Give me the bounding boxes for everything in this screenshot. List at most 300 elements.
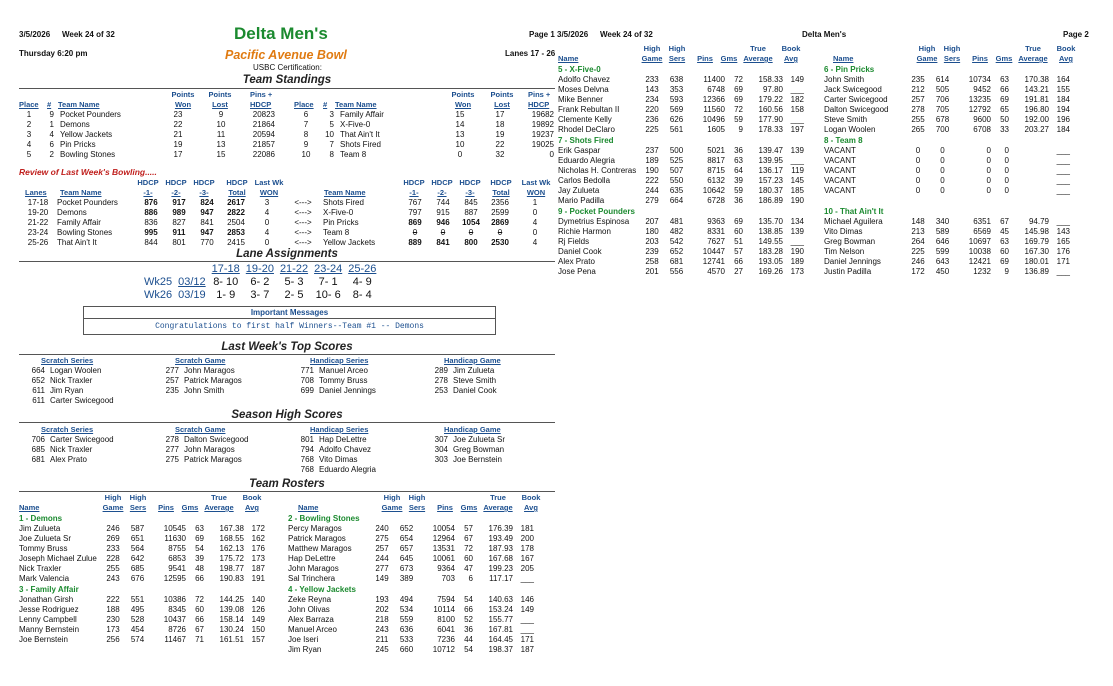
roster-cell: Jim Zulueta: [19, 524, 61, 533]
roster-col-header: High: [408, 493, 426, 502]
score-value: 681: [31, 455, 45, 464]
col-header-points: Points: [208, 90, 232, 99]
review-b1: 767: [408, 198, 422, 207]
score-name: Daniel Jennings: [319, 386, 376, 395]
roster-player-row: [288, 564, 538, 574]
roster-cell: 167.68: [488, 554, 513, 563]
roster-cell: 705: [935, 105, 950, 114]
roster-cell: 0: [1004, 146, 1009, 155]
roster-cell: ___: [520, 574, 534, 583]
roster-player-row: [558, 166, 808, 176]
roster-cell: 525: [669, 156, 684, 165]
roster-cell: 140.63: [488, 595, 513, 604]
roster-player-row: [558, 85, 808, 95]
lanes-pairing: 4- 9: [352, 276, 372, 288]
roster-cell: 200: [520, 534, 534, 543]
roster-cell: 8100: [437, 615, 455, 624]
review-b3: 800: [464, 238, 478, 247]
lanes-col-header: 23-24: [314, 263, 343, 275]
roster-cell: 218: [375, 615, 389, 624]
header-page1: Page 1: [529, 30, 555, 39]
roster-cell: 59: [734, 186, 743, 195]
roster-cell: Manuel Arceo: [288, 625, 337, 634]
roster-player-row: [19, 595, 269, 605]
roster-cell: 0: [986, 156, 991, 165]
score-name: Nick Traxler: [50, 376, 93, 385]
score-value: 611: [32, 386, 45, 395]
roster-cell: 240: [375, 524, 389, 533]
standings-place: 7: [303, 120, 309, 129]
review-a2: 801: [172, 238, 186, 247]
roster-cell: 255: [106, 564, 120, 573]
roster-cell: 676: [130, 574, 145, 583]
col-header-g2: -2-: [171, 188, 181, 197]
roster-table-t8: [824, 146, 1074, 196]
standings-won: 17: [173, 150, 183, 159]
roster-cell: 51: [734, 237, 743, 246]
roster-cell: 0: [986, 176, 991, 185]
roster-cell: 652: [669, 247, 684, 256]
roster-cell: 63: [1000, 75, 1009, 84]
score-value: 708: [300, 376, 314, 385]
roster-col-header: Avg: [245, 503, 259, 512]
col-header-hdcp: HDCP: [431, 178, 453, 187]
roster-team-title: 10 - That Ain't It: [824, 207, 884, 216]
roster-player-row: [288, 635, 538, 645]
roster-cell: 143: [645, 85, 659, 94]
roster-cell: 165: [1056, 237, 1070, 246]
score-name: Daniel Cook: [453, 386, 497, 395]
standings-team: Demons: [60, 120, 90, 129]
review-b2: 0: [440, 228, 446, 237]
roster-cell: 167.30: [1024, 247, 1049, 256]
roster-cell: 149: [520, 605, 534, 614]
standings-row: [19, 150, 275, 160]
roster-col-header: Sers: [408, 503, 426, 512]
score-value: 801: [300, 435, 314, 444]
roster-cell: 47: [464, 564, 473, 573]
roster-cell: 144.25: [219, 595, 244, 604]
roster-cell: 66: [195, 615, 204, 624]
roster-cell: 153.24: [488, 605, 513, 614]
standings-team: That Ain't It: [340, 130, 380, 139]
roster-cell: 0: [915, 146, 921, 155]
roster-cell: 10642: [702, 186, 725, 195]
roster-cell: Eduardo Alegria: [558, 156, 615, 165]
roster-cell: 180.01: [1024, 257, 1049, 266]
standings-num: 6: [49, 140, 54, 149]
roster-cell: 67: [464, 534, 473, 543]
col-header-hdcp: HDCP: [403, 178, 425, 187]
col-header-team: Team Name: [60, 188, 102, 197]
messages-box: [83, 306, 496, 335]
standings-pins: 22086: [252, 150, 275, 159]
review-a3: 770: [200, 238, 214, 247]
roster-cell: 94.79: [1028, 217, 1049, 226]
roster-player-row: [824, 146, 1074, 156]
roster-cell: 10697: [968, 237, 991, 246]
roster-cell: 10447: [702, 247, 725, 256]
col-header-team: Team Name: [58, 100, 100, 109]
roster-cell: 66: [464, 605, 473, 614]
roster-cell: 155: [1056, 85, 1070, 94]
roster-cell: Rhodel DeClaro: [558, 125, 615, 134]
roster-cell: Nick Traxler: [19, 564, 62, 573]
roster-cell: 10437: [163, 615, 186, 624]
roster-player-row: [558, 237, 808, 247]
score-name: Nick Traxler: [50, 445, 93, 454]
roster-cell: 188: [106, 605, 120, 614]
lanes-pairing: 6- 2: [250, 276, 270, 288]
roster-cell: Mark Valencia: [19, 574, 70, 583]
roster-cell: 71: [195, 635, 204, 644]
roster-team-title: 9 - Pocket Pounders: [558, 207, 635, 216]
roster-cell: 564: [130, 544, 145, 553]
roster-cell: 6708: [973, 125, 991, 134]
roster-cell: 182: [790, 95, 804, 104]
roster-cell: 454: [130, 625, 145, 634]
roster-cell: 181: [520, 524, 534, 533]
lanes-pairing: 8- 4: [352, 289, 372, 301]
standings-row: [19, 140, 275, 150]
review-bt: 0: [497, 228, 503, 237]
roster-cell: 69: [1000, 95, 1009, 104]
roster-cell: 158.33: [758, 75, 783, 84]
standings-row: [294, 130, 554, 140]
roster-cell: 678: [935, 115, 950, 124]
roster-cell: 11467: [164, 635, 186, 644]
roster-cell: 258: [645, 257, 659, 266]
roster-cell: ___: [790, 237, 804, 246]
roster-cell: ___: [520, 625, 534, 634]
roster-cell: 494: [399, 595, 414, 604]
header-usbc: USBC Certification:: [253, 63, 322, 72]
roster-cell: 265: [911, 125, 925, 134]
lanes-title: Lane Assignments: [236, 248, 338, 260]
roster-cell: 278: [911, 105, 925, 114]
roster-cell: 10054: [432, 524, 455, 533]
standings-team: Family Affair: [340, 110, 384, 119]
roster-cell: 10734: [968, 75, 991, 84]
lanes-pairing: 7- 1: [318, 276, 338, 288]
roster-player-row: [288, 534, 538, 544]
col-header-place: Place: [294, 100, 314, 109]
roster-col-header: Game: [102, 503, 124, 512]
roster-cell: 6569: [973, 227, 991, 236]
roster-cell: 150: [251, 625, 265, 634]
roster-cell: 450: [935, 267, 950, 276]
standings-lost: 9: [218, 110, 224, 119]
review-b3: 0: [468, 228, 474, 237]
roster-cell: 0: [986, 186, 991, 195]
roster-cell: 126: [251, 605, 265, 614]
lanes-col-header: 21-22: [279, 263, 309, 275]
standings-won: 21: [173, 130, 183, 139]
lanes-pairing: 10- 6: [315, 289, 341, 301]
roster-col-header: Gms: [995, 54, 1013, 63]
roster-cell: 167.81: [488, 625, 513, 634]
roster-cell: 72: [734, 75, 743, 84]
roster-cell: 72: [464, 544, 473, 553]
review-a1: 876: [144, 198, 158, 207]
score-name: Patrick Maragos: [184, 455, 242, 464]
standings-pins: 20594: [252, 130, 275, 139]
standings-row: [19, 130, 275, 140]
score-value: 699: [300, 386, 314, 395]
roster-team-title: 5 - X-Five-0: [558, 65, 601, 74]
header-date: 3/5/2026: [19, 30, 51, 39]
roster-cell: 175.72: [219, 554, 244, 563]
standings-lost: 13: [216, 140, 226, 149]
roster-cell: 60: [734, 227, 743, 236]
review-t2: Pin Pricks: [323, 218, 359, 227]
standings-table-right: [294, 110, 554, 160]
roster-cell: 187.93: [488, 544, 513, 553]
score-name: John Maragos: [184, 445, 235, 454]
review-aw: 4: [264, 228, 270, 237]
review-a3: 947: [200, 228, 214, 237]
roster-team-title: 3 - Family Affair: [19, 585, 79, 594]
col-header-total: Total: [228, 188, 246, 197]
roster-cell: 5021: [707, 146, 725, 155]
review-at: 2415: [227, 238, 245, 247]
roster-cell: 65: [1000, 105, 1009, 114]
roster-cell: 8345: [168, 605, 186, 614]
roster-col-header: Gms: [181, 503, 199, 512]
lanes-col-header: 25-26: [348, 263, 377, 275]
lanes-grid: [141, 263, 379, 302]
review-aw: 3: [264, 198, 270, 207]
standings-pins: 19892: [531, 120, 554, 129]
review-b3: 887: [464, 208, 478, 217]
lanes-corner: [175, 263, 209, 276]
roster-cell: 60: [464, 554, 473, 563]
standings-row: [294, 150, 554, 160]
roster-cell: VACANT: [824, 176, 856, 185]
header-page2: Page 2: [1063, 30, 1089, 39]
roster-cell: 12421: [968, 257, 991, 266]
roster-cell: 64: [734, 166, 743, 175]
score-name: Vito Dimas: [319, 455, 358, 464]
standings-pins: 19025: [531, 140, 554, 149]
roster-team-title: 8 - Team 8: [824, 136, 863, 145]
roster-cell: 6853: [168, 554, 186, 563]
roster-cell: 130.24: [219, 625, 244, 634]
score-name: Manuel Arceo: [319, 366, 368, 375]
roster-cell: 587: [130, 524, 145, 533]
header-center: Pacific Avenue Bowl: [225, 48, 347, 62]
score-value: 652: [31, 376, 45, 385]
header-week: Week 24 of 32: [62, 30, 115, 39]
lanes-corner: [141, 263, 175, 276]
roster-cell: 0: [940, 186, 945, 195]
roster-player-row: [824, 237, 1074, 247]
roster-cell: ___: [1056, 267, 1070, 276]
roster-col-header: High: [383, 493, 401, 502]
roster-cell: 48: [195, 564, 204, 573]
roster-cell: 146: [520, 595, 534, 604]
roster-cell: 157.23: [758, 176, 783, 185]
roster-cell: 6351: [973, 217, 991, 226]
roster-cell: 0: [1004, 166, 1009, 175]
standings-place: 9: [303, 140, 309, 149]
standings-place: 1: [26, 110, 32, 119]
roster-cell: 66: [734, 257, 743, 266]
roster-col-header: True: [1025, 44, 1041, 53]
roster-cell: 148: [911, 217, 925, 226]
col-header-won: WON: [526, 188, 546, 197]
score-col-header: Handicap Series: [310, 356, 369, 365]
roster-cell: 0: [986, 166, 991, 175]
standings-row: [294, 140, 554, 150]
roster-cell: 0: [915, 186, 921, 195]
roster-col-header: Name: [19, 503, 40, 512]
roster-cell: 201: [645, 267, 659, 276]
roster-cell: 171: [1056, 257, 1070, 266]
standings-won: 14: [455, 120, 465, 129]
score-value: 768: [300, 465, 314, 474]
roster-cell: 69: [1000, 257, 1009, 266]
roster-cell: 69: [195, 534, 204, 543]
roster-cell: 481: [669, 217, 684, 226]
roster-cell: 257: [375, 544, 389, 553]
roster-player-row: [558, 267, 808, 277]
roster-player-row: [288, 605, 538, 615]
review-t1: Demons: [57, 208, 87, 217]
roster-cell: 69: [734, 217, 743, 226]
roster-cell: 660: [399, 645, 414, 654]
roster-cell: [1009, 186, 1049, 196]
roster-cell: 12595: [163, 574, 186, 583]
col-header-points: Points: [171, 90, 195, 99]
standings-team: Shots Fired: [340, 140, 381, 149]
roster-cell: VACANT: [824, 166, 856, 175]
roster-cell: 0: [915, 176, 921, 185]
lanes-row: [141, 276, 379, 289]
roster-team-title: 1 - Demons: [19, 514, 63, 523]
score-value: 303: [434, 455, 448, 464]
roster-cell: 0: [940, 166, 945, 175]
roster-cell: 8331: [707, 227, 725, 236]
roster-cell: 243: [106, 574, 120, 583]
roster-cell: 67: [195, 625, 204, 634]
roster-player-row: [824, 85, 1074, 95]
review-aw: 0: [264, 238, 270, 247]
review-b1: 797: [408, 208, 422, 217]
roster-cell: 169.79: [1024, 237, 1049, 246]
col-header-g3: -3-: [465, 188, 475, 197]
roster-cell: 158.14: [219, 615, 244, 624]
roster-cell: 149: [375, 574, 389, 583]
roster-cell: Justin Padilla: [824, 267, 872, 276]
roster-cell: 191: [251, 574, 265, 583]
roster-cell: 389: [399, 574, 414, 583]
roster-cell: Clemente Kelly: [558, 115, 612, 124]
lanes-pairing: 1- 9: [216, 289, 236, 301]
roster-cell: 178.33: [758, 125, 783, 134]
header-date-2: 3/5/2026: [557, 30, 589, 39]
roster-cell: 500: [669, 146, 684, 155]
roster-cell: 213: [911, 227, 925, 236]
review-at: 2617: [227, 198, 245, 207]
roster-player-row: [558, 75, 808, 85]
roster-cell: 279: [645, 196, 659, 205]
roster-cell: Matthew Maragos: [288, 544, 352, 553]
roster-cell: 703: [441, 574, 455, 583]
col-header-won: Won: [174, 100, 192, 109]
roster-cell: 207: [645, 217, 659, 226]
roster-cell: 190: [790, 247, 804, 256]
roster-cell: 657: [399, 544, 414, 553]
roster-cell: 9363: [707, 217, 725, 226]
standings-place: 5: [26, 150, 32, 159]
lanes-week: Wk26: [144, 289, 173, 301]
roster-cell: 198.37: [488, 645, 513, 654]
roster-player-row: [19, 635, 269, 645]
roster-player-row: [19, 534, 269, 544]
score-value: 277: [165, 445, 179, 454]
roster-cell: 187: [251, 564, 265, 573]
roster-cell: 136.17: [758, 166, 783, 175]
roster-table-t2: [288, 524, 538, 584]
col-header-lastwk: Last Wk: [521, 178, 551, 187]
roster-col-header: Name: [558, 54, 579, 63]
roster-cell: Erik Gaspar: [558, 146, 601, 155]
roster-player-row: [558, 247, 808, 257]
roster-cell: 589: [935, 227, 950, 236]
roster-cell: 6041: [437, 625, 455, 634]
col-header-points: Points: [451, 90, 475, 99]
header-day-time: Thursday 6:20 pm: [19, 49, 88, 58]
roster-cell: 69: [734, 95, 743, 104]
review-a1: 836: [144, 218, 158, 227]
review-a1: 844: [144, 238, 158, 247]
col-header-team: Team Name: [335, 100, 377, 109]
roster-cell: 1605: [707, 125, 725, 134]
roster-cell: 233: [645, 75, 659, 84]
roster-cell: 556: [669, 267, 684, 276]
roster-col-header: Avg: [524, 503, 538, 512]
score-value: 611: [32, 396, 45, 405]
review-lanes: 25-26: [27, 238, 49, 247]
roster-cell: 353: [669, 85, 684, 94]
roster-player-row: [824, 247, 1074, 257]
review-at: 2822: [227, 208, 245, 217]
roster-cell: 162.13: [219, 544, 244, 553]
roster-cell: Manny Bernstein: [19, 625, 80, 634]
standings-num: 7: [329, 140, 334, 149]
roster-player-row: [824, 75, 1074, 85]
roster-cell: Daniel Jennings: [824, 257, 881, 266]
roster-player-row: [824, 166, 1074, 176]
header-lanes: Lanes 17 - 26: [505, 49, 556, 58]
roster-player-row: [558, 95, 808, 105]
roster-cell: 54: [195, 544, 204, 553]
roster-cell: 212: [911, 85, 925, 94]
roster-cell: 36: [734, 196, 743, 205]
review-vs: <--->: [294, 208, 312, 217]
roster-cell: 275: [375, 534, 389, 543]
roster-cell: 0: [915, 166, 921, 175]
roster-cell: 7236: [437, 635, 455, 644]
roster-cell: 57: [734, 247, 743, 256]
roster-cell: 13235: [968, 95, 991, 104]
col-header-hdcp: HDCP: [459, 178, 481, 187]
roster-cell: 149.55: [758, 237, 783, 246]
score-col-header: Handicap Game: [444, 356, 501, 365]
review-bw: 4: [532, 218, 538, 227]
roster-col-header: High: [643, 44, 661, 53]
